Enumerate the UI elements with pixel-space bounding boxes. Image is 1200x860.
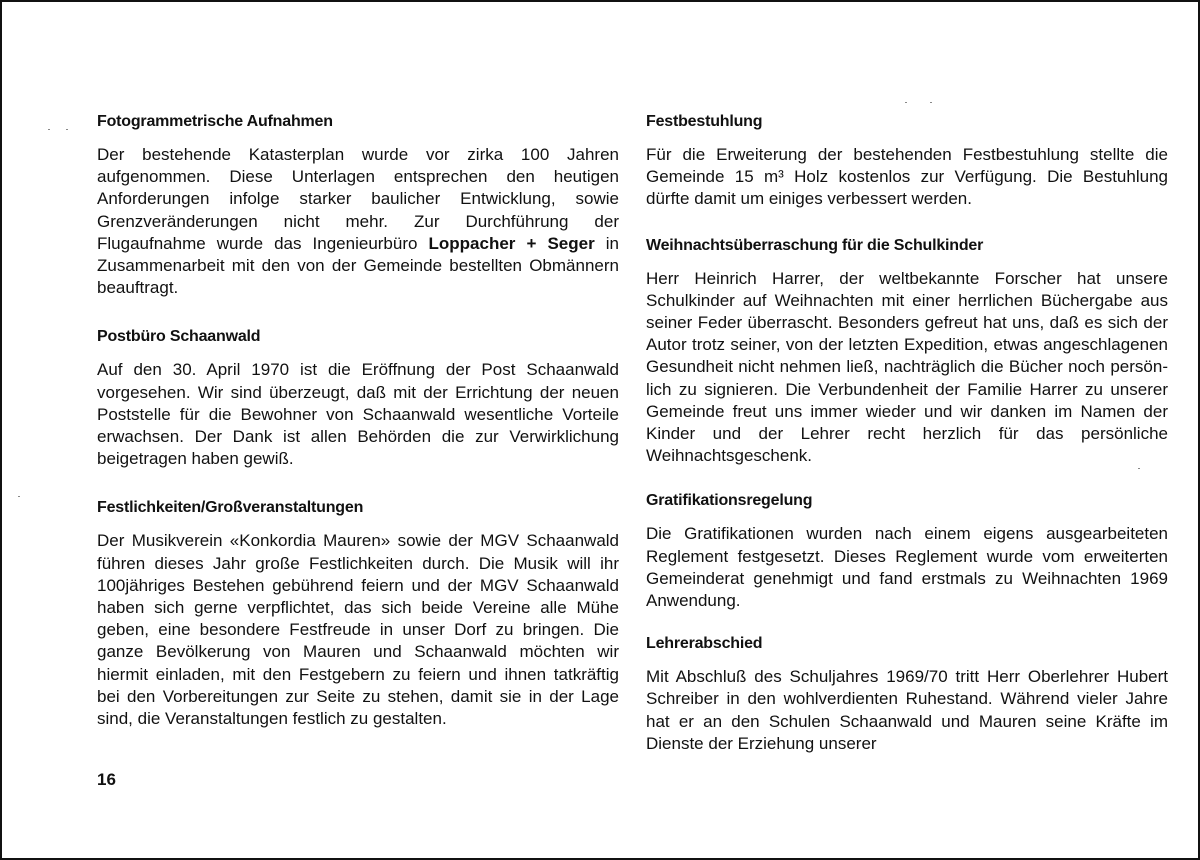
scan-speck: [1138, 468, 1140, 469]
scan-speck: [48, 129, 50, 130]
section-body: Herr Heinrich Harrer, der weltbekannte Forscher hat unsere Schulkinder auf Weihnachten mit einer herrlichen Büchergabe aus seiner Feder überrascht. Besonders gefreut hat uns, daß es sich der Autor trotz seiner, von der letzten Expedition, etwas angeschlagenen Gesundheit nicht nehmen ließ, nachträglich die Bücher noch persönlich zu signieren. Die Verbundenheit der Familie Harrer zu unserer Gemeinde freut uns immer wieder und wir danken im Namen der Kinder und der Lehrer recht herzlich für das persönliche Weihnachtsgeschenk.: [646, 268, 1168, 466]
section-body: Für die Erweiterung der bestehenden Festbestuhlung stellte die Gemeinde 15 m³ Holz kostenlos zur Verfügung. Die Bestuhlung dürfte damit um einiges verbessert werden.: [646, 145, 1168, 209]
body-text: Der bestehende Katasterplan wurde vor zirka 100 Jahren aufgenommen. Diese Unterlagen entsprechen den heutigen Anforderungen infolge starker baulicher Entwicklung, sowie Grenzveränderungen nicht mehr. Zur Durchführung der Flugaufnahme wurde das Ingenieurbüro: [97, 145, 619, 253]
company-name: Loppacher + Seger: [428, 233, 595, 253]
section-gratifikationsregelung: [646, 491, 1168, 612]
left-column: [97, 112, 619, 755]
section-heading: Postbüro Schaanwald: [97, 328, 261, 346]
scan-speck: [18, 496, 20, 497]
body-text: in Zusammenarbeit mit den von der Gemeinde bestellten Obmännern beauftragt.: [97, 233, 619, 298]
scan-speck: [66, 129, 68, 130]
section-lehrerabschied: [646, 634, 1168, 755]
scan-speck: [930, 102, 932, 103]
section-body: Mit Abschluß des Schuljahres 1969/70 tritt Herr Oberlehrer Hubert Schreiber in den wohlverdienten Ruhestand. Während vieler Jahre hat er an den Schulen Schaanwald und Mauren seine Kräfte im Dienste der Erziehung unserer: [646, 667, 1168, 753]
section-festbestuhlung: [646, 112, 1168, 211]
section-postbuero-schaanwald: [97, 327, 619, 470]
page-number: 16: [97, 770, 116, 789]
scan-speck: [905, 102, 907, 103]
section-heading: Festlichkeiten/Großveranstaltungen: [97, 499, 364, 517]
section-festlichkeiten: [97, 498, 619, 730]
section-fotogrammetrische-aufnahmen: [97, 112, 619, 299]
section-heading: Lehrerabschied: [646, 635, 763, 653]
section-body: Der Musikverein «Konkordia Mauren» sowie der MGV Schaanwald führen dieses Jahr große Festlichkeiten durch. Die Musik will ihr 100jähriges Bestehen gebührend feiern und der MGV Schaanwald haben sich gerne verpflichtet, das sich beide Vereine alle Mühe geben, eine besondere Festfreude in unser Dorf zu bringen. Die ganze Bevölkerung von Mauren und Schaanwald möchten wir hiermit einladen, mit den Festgebern zu feiern und ihnen tatkräftig bei den Vorbereitungen zur Seite zu stehen, damit sie in der Lage sind, die Veranstaltungen festlich zu gestalten.: [97, 531, 619, 729]
section-body: [97, 144, 619, 299]
right-column: [646, 112, 1168, 780]
section-body: Die Gratifikationen wurden nach einem eigens ausgearbeiteten Reglement festgesetzt. Dieses Reglement wurde vom erweiterten Gemeinderat genehmigt und fand erstmals zu Weihnachten 1969 Anwendung.: [646, 524, 1168, 611]
section-weihnachtsueberraschung: [646, 236, 1168, 468]
section-heading: Fotogrammetrische Aufnahmen: [97, 113, 333, 130]
section-heading: Gratifikationsregelung: [646, 492, 813, 510]
section-heading: Weihnachtsüberraschung für die Schulkinder: [646, 236, 984, 254]
section-heading: Festbestuhlung: [646, 113, 763, 130]
section-body: Auf den 30. April 1970 ist die Eröffnung der Post Schaanwald vorgesehen. Wir sind überzeugt, daß mit der Errichtung der neuen Poststelle für die Bewohner von Schaanwald wesentliche Vorteile erwachsen. Der Dank ist allen Behörden die zur Verwirklichung beigetragen haben gewiß.: [97, 360, 619, 469]
